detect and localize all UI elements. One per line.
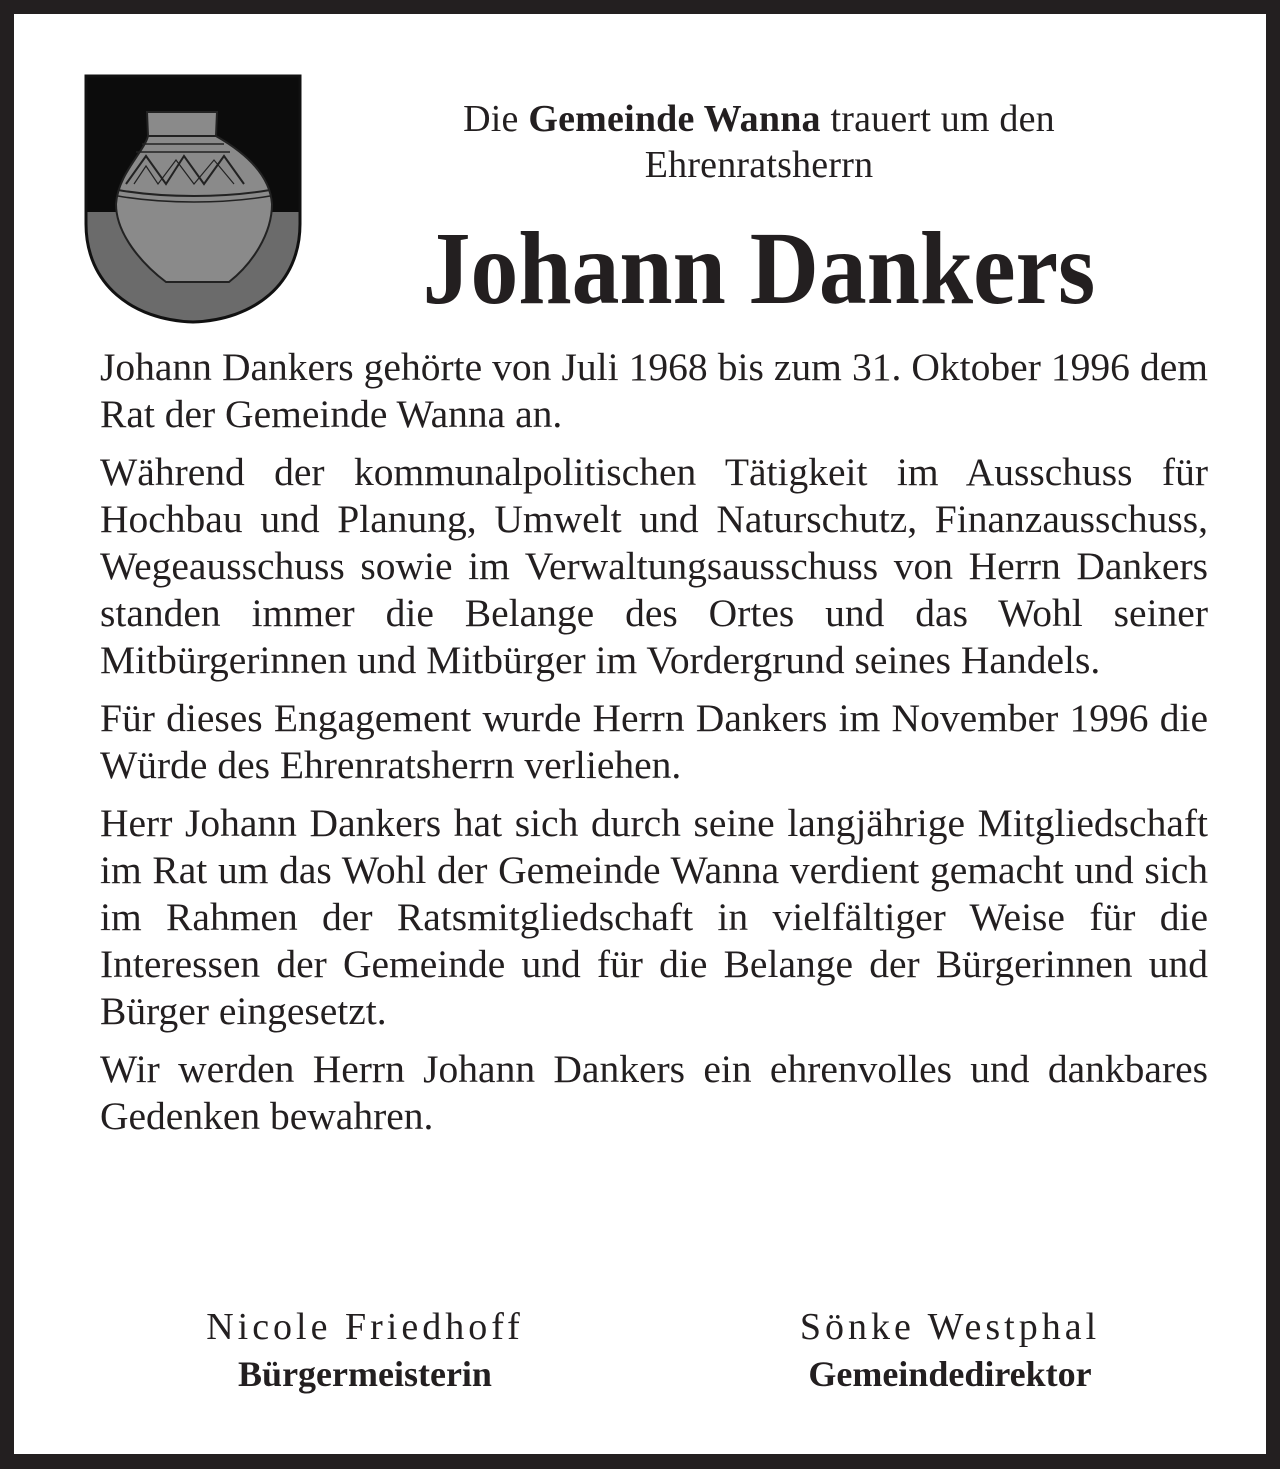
signatory-title: Bürgermeisterin <box>238 1354 492 1394</box>
honorary-title: Ehrenratsherrn <box>644 144 874 186</box>
signatory-title: Gemeindedirektor <box>808 1354 1092 1394</box>
organization-name: Gemeinde Wanna <box>528 98 821 140</box>
header-suffix: trauert um den <box>830 98 1055 140</box>
paragraph: Johann Dankers gehörte von Juli 1968 bis zum 31. Oktober 1996 dem Rat der Gemeinde Wanna an. <box>100 345 1208 436</box>
signatory-name: Sönke Westphal <box>799 1306 1101 1348</box>
deceased-name: Johann Dankers <box>422 211 1096 326</box>
paragraph: Während der kommunalpolitischen Tätigkeit im Ausschuss für Hochbau und Planung, Umwelt und Naturschutz, Finanzausschuss, Wegeausschuss sowie im Verwaltungsausschuss von Herrn Dankers standen immer die Belange des Ortes und das Wohl seiner Mitbürgerinnen und Mitbürger im Vordergrund seines Handels. <box>100 450 1208 682</box>
signature-mayor <box>150 1304 580 1398</box>
paragraph: Wir werden Herrn Johann Dankers ein ehrenvolles und dankbares Gedenken bewahren. <box>100 1047 1208 1138</box>
obituary-body <box>100 344 1208 1151</box>
paragraph: Für dieses Engagement wurde Herrn Dankers im November 1996 die Würde des Ehrenratsherrn verliehen. <box>100 696 1208 787</box>
coat-of-arms-urn-icon <box>84 74 302 324</box>
signatory-name: Nicole Friedhoff <box>206 1306 524 1348</box>
announcement-header <box>344 96 1174 188</box>
signature-director <box>740 1304 1160 1398</box>
obituary-notice <box>14 14 1266 1454</box>
paragraph: Herr Johann Dankers hat sich durch seine langjährige Mitgliedschaft im Rat um das Wohl der Gemeinde Wanna verdient gemacht und sich im Rahmen der Ratsmitgliedschaft in vielfältiger Weise für die Interessen der Gemeinde und für die Belange der Bürgerinnen und Bürger eingesetzt. <box>100 801 1208 1033</box>
header-prefix: Die <box>463 98 519 140</box>
